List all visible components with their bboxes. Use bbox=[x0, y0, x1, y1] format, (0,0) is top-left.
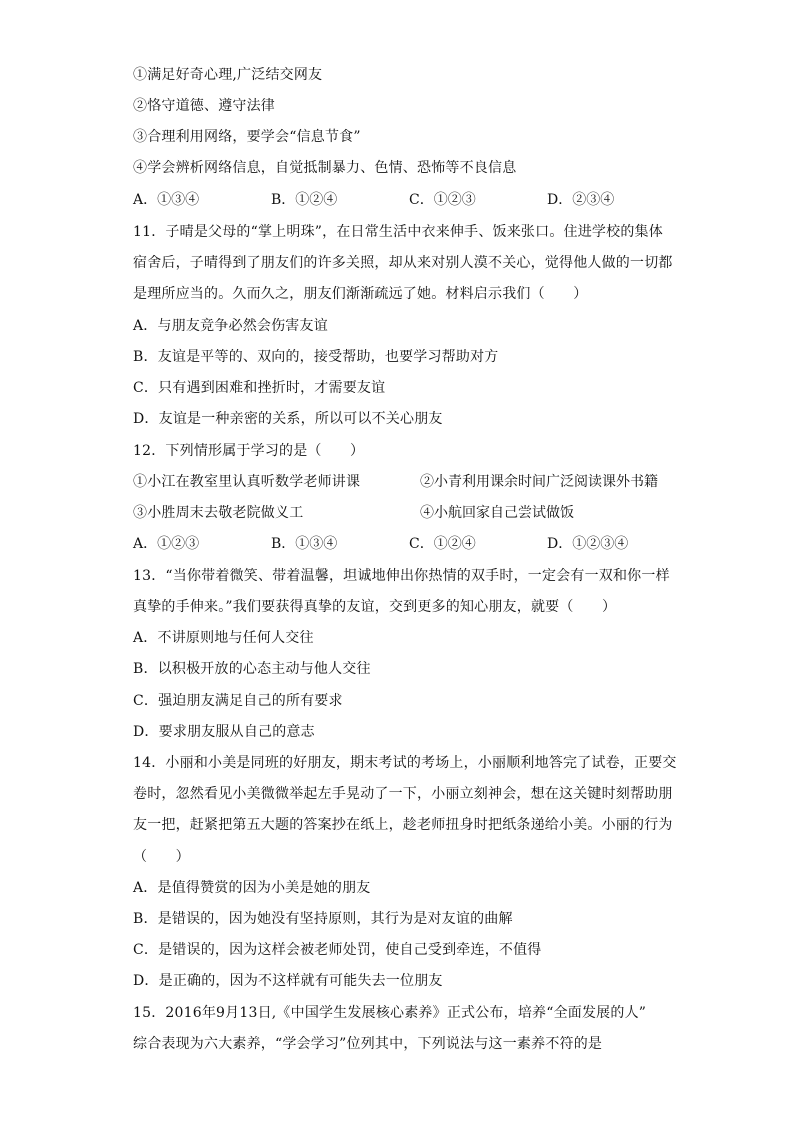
q13-option-d[interactable]: D．要求朋友服从自己的意志 bbox=[133, 724, 315, 740]
q13-option-c[interactable]: C．强迫朋友满足自己的所有要求 bbox=[133, 693, 343, 709]
q13-stem-line-2: 真挚的手伸来。”我们要获得真挚的友谊，交到更多的知心朋友，就要（ ） bbox=[133, 599, 617, 615]
q12-item-2: ②小青利用课余时间广泛阅读课外书籍 bbox=[420, 474, 658, 490]
q12-item-3: ③小胜周末去敬老院做义工 bbox=[133, 505, 304, 521]
q15-stem-line-2: 综合表现为六大素养，“学会学习”位列其中，下列说法与这一素养不符的是 bbox=[133, 1036, 603, 1052]
q12-option-b[interactable]: B．①③④ bbox=[271, 536, 338, 552]
statement-3: ③合理利用网络，要学会“信息节食” bbox=[133, 129, 361, 145]
q12-item-4: ④小航回家自己尝试做饭 bbox=[420, 505, 574, 521]
q10-option-d[interactable]: D．②③④ bbox=[547, 192, 615, 208]
q14-stem-line-2: 卷时，忽然看见小美微微举起左手晃动了一下，小丽立刻神会，想在这关键时刻帮助朋 bbox=[133, 786, 673, 802]
q10-option-b[interactable]: B．①②④ bbox=[271, 192, 338, 208]
q10-option-c[interactable]: C．①②③ bbox=[409, 192, 476, 208]
statement-1: ①满足好奇心理,广泛结交网友 bbox=[133, 67, 323, 83]
q11-option-b[interactable]: B．友谊是平等的、双向的，接受帮助，也要学习帮助对方 bbox=[133, 349, 499, 365]
q15-stem-line-1: 15．2016年9月13日,《中国学生发展核心素养》正式公布，培养“全面发展的人” bbox=[133, 1005, 647, 1021]
q11-option-d[interactable]: D．友谊是一种亲密的关系，所以可以不关心朋友 bbox=[133, 411, 443, 427]
q14-stem-line-4: （ ） bbox=[133, 849, 190, 865]
q14-stem-line-1: 14．小丽和小美是同班的好朋友，期末考试的考场上，小丽顺利地答完了试卷，正要交 bbox=[133, 755, 677, 771]
q11-option-c[interactable]: C．只有遇到困难和挫折时，才需要友谊 bbox=[133, 380, 386, 396]
q14-option-a[interactable]: A．是值得赞赏的因为小美是她的朋友 bbox=[133, 880, 371, 896]
q12-option-a[interactable]: A．①②③ bbox=[133, 536, 200, 552]
statement-4: ④学会辨析网络信息，自觉抵制暴力、色情、恐怖等不良信息 bbox=[133, 160, 517, 176]
q14-option-b[interactable]: B．是错误的，因为她没有坚持原则，其行为是对友谊的曲解 bbox=[133, 911, 513, 927]
q14-stem-line-3: 友一把，赶紧把第五大题的答案抄在纸上，趁老师扭身时把纸条递给小美。小丽的行为 bbox=[133, 817, 673, 833]
q13-stem-line-1: 13．“当你带着微笑、带着温馨，坦诚地伸出你热情的双手时，一定会有一双和你一样 bbox=[133, 568, 670, 584]
q11-option-a[interactable]: A．与朋友竞争必然会伤害友谊 bbox=[133, 318, 328, 334]
q11-stem-line-1: 11．子晴是父母的“掌上明珠”，在日常生活中衣来伸手、饭来张口。住进学校的集体 bbox=[133, 224, 663, 240]
q13-option-a[interactable]: A．不讲原则地与任何人交往 bbox=[133, 630, 314, 646]
q10-option-a[interactable]: A．①③④ bbox=[133, 192, 200, 208]
q12-option-d[interactable]: D．①②③④ bbox=[547, 536, 629, 552]
q14-option-d[interactable]: D．是正确的，因为不这样就有可能失去一位朋友 bbox=[133, 973, 443, 989]
q13-option-b[interactable]: B．以积极开放的心态主动与他人交往 bbox=[133, 661, 371, 677]
q11-stem-line-2: 宿舍后，子晴得到了朋友们的许多关照，却从来对别人漠不关心，觉得他人做的一切都 bbox=[133, 255, 673, 271]
q12-stem: 12．下列情形属于学习的是（ ） bbox=[133, 443, 365, 459]
q11-stem-line-3: 是理所应当的。久而久之，朋友们渐渐疏远了她。材料启示我们（ ） bbox=[133, 286, 588, 302]
q14-option-c[interactable]: C．是错误的，因为这样会被老师处罚，使自己受到牵连，不值得 bbox=[133, 942, 542, 958]
statement-2: ②恪守道德、遵守法律 bbox=[133, 98, 275, 114]
q12-item-1: ①小江在教室里认真听数学老师讲课 bbox=[133, 474, 361, 490]
q12-option-c[interactable]: C．①②④ bbox=[409, 536, 476, 552]
